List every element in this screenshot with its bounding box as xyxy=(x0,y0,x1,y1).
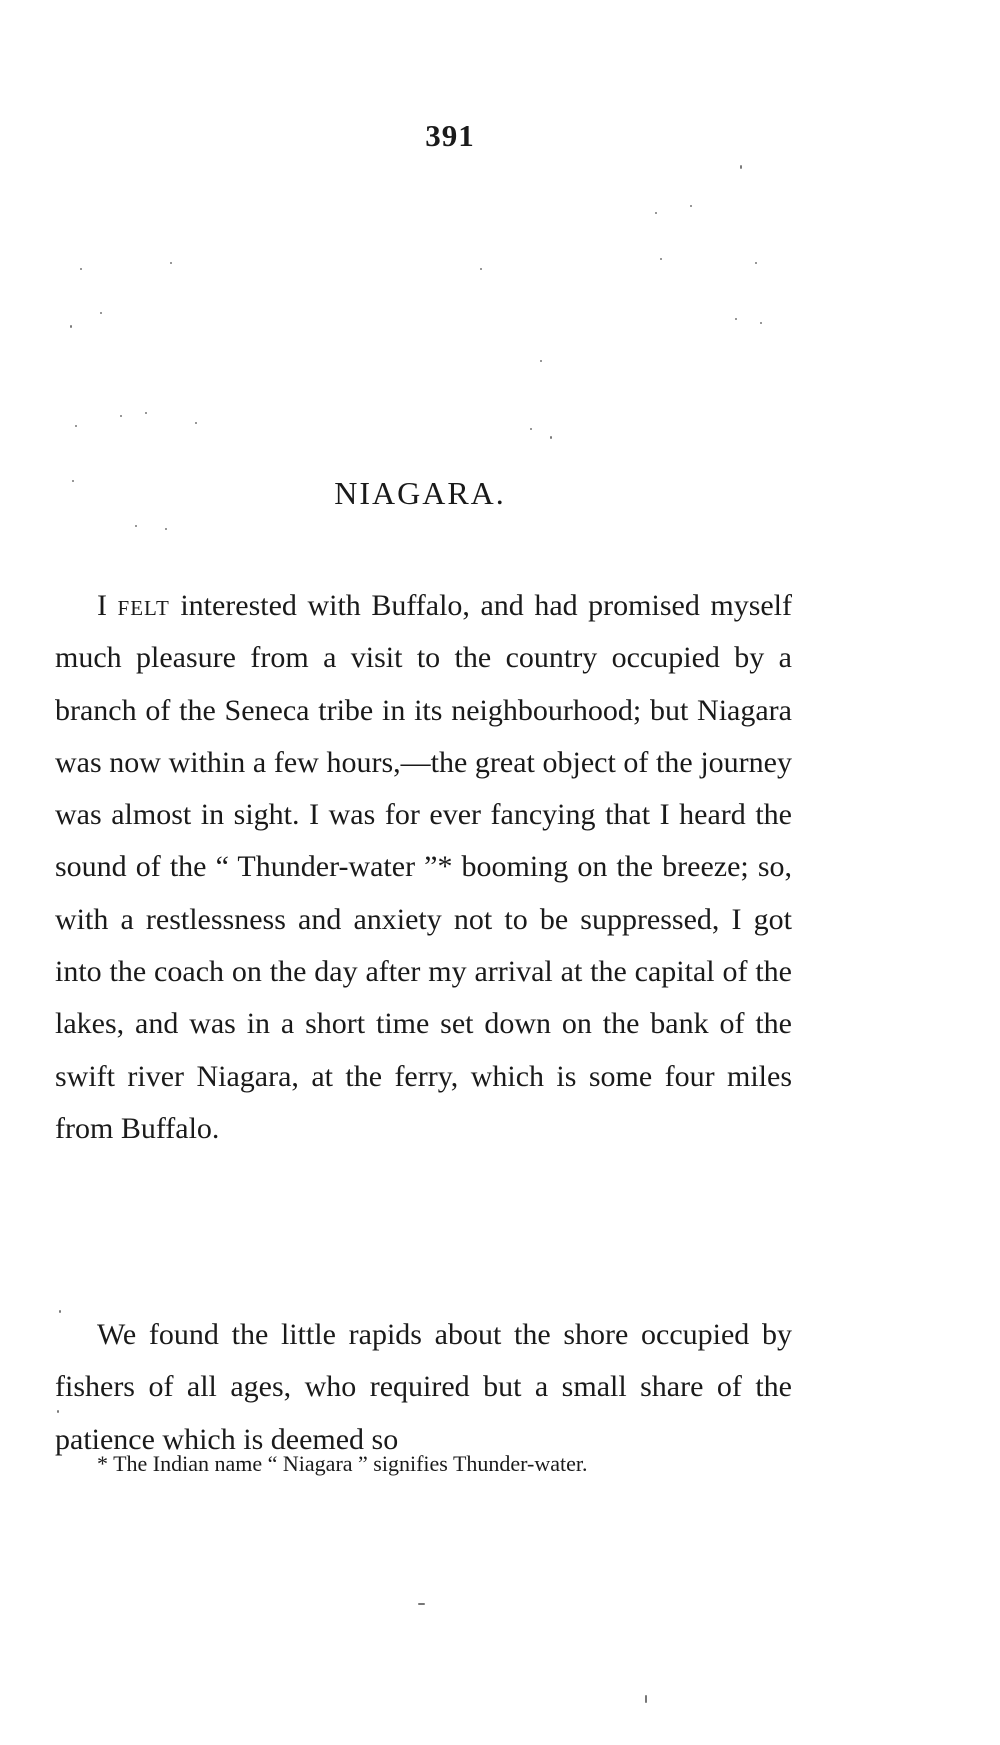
scan-speck xyxy=(418,1603,425,1605)
scan-speck xyxy=(645,1695,647,1703)
scan-speck xyxy=(540,360,542,362)
scan-speck xyxy=(145,412,147,414)
scan-speck xyxy=(530,428,532,430)
scan-speck xyxy=(80,268,82,270)
scan-speck xyxy=(735,318,737,320)
scan-speck xyxy=(165,528,167,530)
scan-speck xyxy=(100,312,102,314)
footnote xyxy=(55,1448,792,1480)
footnote-marker: * xyxy=(97,1451,108,1476)
scan-speck xyxy=(655,212,657,214)
scan-speck xyxy=(170,262,172,264)
scan-speck xyxy=(59,1310,61,1313)
paragraph-1-lead: I xyxy=(97,589,107,622)
footnote-text: The Indian name “ Niagara ” signifies Thunder-water. xyxy=(108,1451,588,1476)
scan-speck xyxy=(690,205,692,207)
scan-speck xyxy=(740,165,742,169)
page-number: 391 xyxy=(425,118,475,153)
paragraph-1-lead-smallcaps: felt xyxy=(117,589,170,622)
scan-speck xyxy=(75,425,77,427)
paragraph-1 xyxy=(55,580,792,1155)
scan-speck xyxy=(57,1410,59,1413)
scan-speck xyxy=(660,258,662,260)
scan-speck xyxy=(760,322,762,324)
scan-speck xyxy=(480,268,482,270)
scan-speck xyxy=(120,415,122,417)
scan-speck xyxy=(195,422,197,424)
scan-speck xyxy=(70,325,72,328)
chapter-title: NIAGARA. xyxy=(334,475,506,511)
scan-speck xyxy=(755,262,757,264)
scan-speck xyxy=(550,436,552,439)
paragraph-1-text: interested with Buffalo, and had promised myself much pleasure from a visit to the country occupied by a branch of the Seneca tribe in its neighbourhood; but Niagara was now within a few hours,—the great object of the journey was almost in sight. I was for ever fancying that I heard the sound of the “ Thunder-water ”* booming on the breeze; so, with a restlessness and anxiety not to be suppressed, I got into the coach on the day after my arrival at the capital of the lakes, and was in a short time set down on the bank of the swift river Niagara, at the ferry, which is some four miles from Buffalo. xyxy=(55,589,793,1145)
scan-speck xyxy=(72,480,74,482)
scan-speck xyxy=(135,525,137,527)
paragraph-2: We found the little rapids about the shore occupied by fishers of all ages, who required but a small share of the patience which is deemed so xyxy=(55,1318,792,1456)
